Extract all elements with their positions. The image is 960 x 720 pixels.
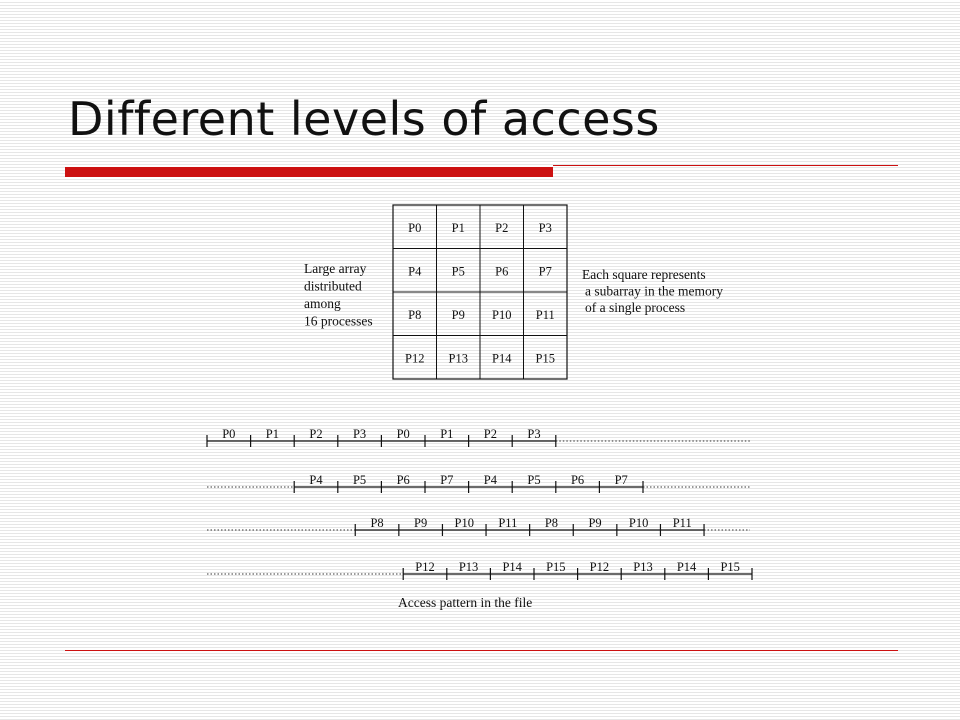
grid-cell-label: P14: [492, 351, 512, 366]
process-grid: [393, 205, 567, 379]
array-description-line: Large array: [304, 261, 367, 276]
square-description-line: Each square represents: [582, 267, 706, 282]
row-cell-label: P2: [483, 427, 498, 441]
row-cell-label: P12: [589, 560, 610, 574]
grid-cell-label: P1: [451, 221, 465, 235]
row-cell-label: P15: [546, 560, 566, 574]
row-cell-label: P10: [454, 516, 474, 530]
row-cell-label: P11: [498, 516, 518, 530]
row-cell-label: P0: [222, 427, 236, 441]
grid-cell-label: P0: [408, 221, 422, 235]
row-cell-label: P7: [614, 473, 628, 487]
array-description-line: 16 processes: [304, 313, 373, 329]
access-row: [207, 473, 750, 493]
row-cell-label: P2: [309, 427, 323, 441]
row-cell-label: P14: [502, 560, 522, 574]
row-cell-label: P6: [396, 473, 410, 487]
row-cell-label: P7: [440, 473, 454, 487]
row-cell-label: P3: [352, 427, 367, 441]
slide-title: Different levels of access: [68, 92, 660, 146]
row-cell-label: P14: [676, 560, 697, 574]
row-cell-label: P8: [370, 516, 384, 530]
row-cell-label: P9: [588, 516, 602, 530]
row-cell-label: P6: [570, 473, 585, 487]
row-cell-label: P1: [440, 427, 454, 441]
square-description: [582, 267, 723, 315]
access-row: [207, 427, 750, 447]
row-cell-label: P1: [265, 427, 280, 441]
square-description-line: of a single process: [585, 300, 686, 315]
row-cell-label: P4: [483, 473, 498, 487]
access-caption: Access pattern in the file: [398, 595, 533, 610]
grid-cell-label: P15: [535, 351, 555, 366]
row-cell-label: P5: [527, 473, 541, 487]
grid-cell-label: P3: [538, 221, 552, 235]
grid-cell-label: P6: [495, 264, 509, 279]
grid-cell-label: P7: [538, 264, 552, 279]
grid-cell-label: P11: [535, 308, 555, 322]
grid-cell-label: P12: [405, 351, 425, 366]
row-cell-label: P13: [458, 560, 479, 574]
row-cell-label: P9: [414, 516, 428, 530]
grid-cell-label: P4: [408, 264, 422, 279]
row-cell-label: P15: [720, 560, 740, 574]
array-description-line: among: [304, 296, 341, 311]
array-description-line: distributed: [304, 278, 362, 294]
array-description: [304, 261, 373, 329]
grid-cell-label: P9: [451, 308, 465, 322]
row-cell-label: P4: [309, 473, 323, 487]
grid-cell-label: P8: [408, 308, 422, 322]
row-cell-label: P12: [415, 560, 435, 574]
grid-cell-label: P13: [448, 351, 468, 366]
row-cell-label: P3: [527, 427, 541, 441]
grid-cell-label: P2: [495, 221, 509, 235]
row-cell-label: P11: [672, 516, 692, 530]
row-cell-label: P8: [544, 516, 559, 530]
row-cell-label: P0: [396, 427, 410, 441]
square-description-line: a subarray in the memory: [585, 283, 723, 299]
grid-cell-label: P5: [451, 264, 465, 279]
row-cell-label: P5: [352, 473, 367, 487]
row-cell-label: P13: [633, 560, 653, 574]
grid-cell-label: P10: [492, 308, 512, 322]
file-access-rows: [207, 427, 752, 580]
access-row: [207, 516, 750, 536]
access-row: [207, 560, 752, 580]
row-cell-label: P10: [628, 516, 649, 530]
